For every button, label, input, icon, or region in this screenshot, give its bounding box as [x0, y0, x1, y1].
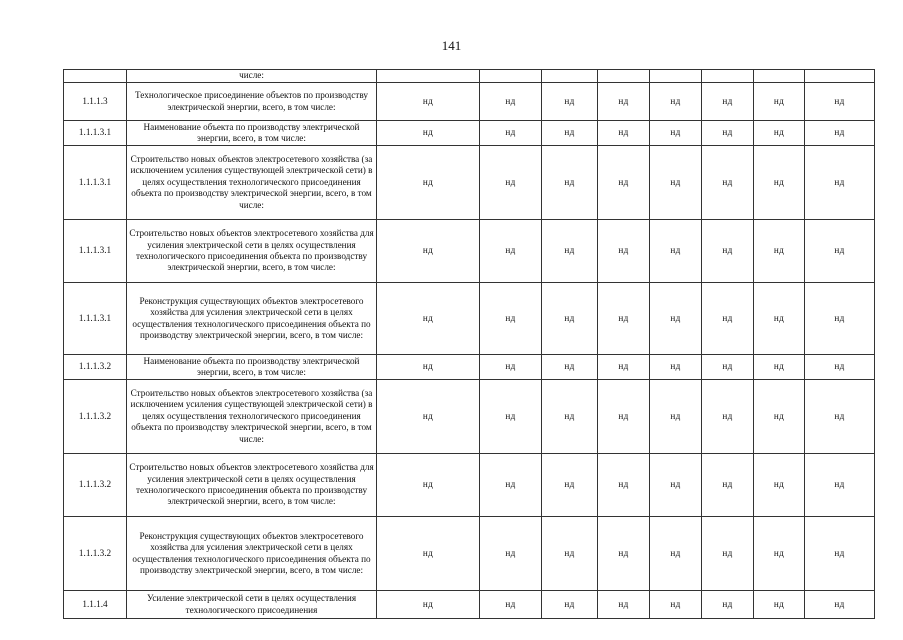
value-cell: нд	[542, 146, 598, 220]
value-cell: нд	[598, 517, 650, 591]
name-cell: Строительство новых объектов электросетевого хозяйства (за исключением усиления существующей электрической сети) в целях осуществления технологического присоединения объекта по производству электрической энергии, всего, в том числе:	[127, 380, 377, 454]
value-cell	[805, 70, 875, 83]
value-cell: нд	[805, 355, 875, 380]
code-cell: 1.1.1.3.1	[64, 121, 127, 146]
value-cell: нд	[480, 220, 542, 283]
value-cell: нд	[650, 121, 702, 146]
value-cell: нд	[650, 146, 702, 220]
value-cell: нд	[377, 454, 480, 517]
value-cell	[702, 70, 754, 83]
table-row-fragment	[64, 70, 875, 83]
table-row	[64, 355, 875, 380]
value-cell: нд	[702, 146, 754, 220]
value-cell: нд	[377, 283, 480, 355]
value-cell: нд	[754, 380, 805, 454]
value-cell: нд	[480, 355, 542, 380]
value-cell: нд	[598, 220, 650, 283]
value-cell: нд	[805, 380, 875, 454]
value-cell: нд	[702, 283, 754, 355]
value-cell: нд	[754, 283, 805, 355]
value-cell	[542, 70, 598, 83]
table-row	[64, 454, 875, 517]
value-cell: нд	[480, 146, 542, 220]
value-cell: нд	[702, 121, 754, 146]
data-table	[63, 69, 875, 619]
table-row	[64, 83, 875, 121]
value-cell: нд	[754, 591, 805, 619]
name-cell: Усиление электрической сети в целях осуществления технологического присоединения	[127, 591, 377, 619]
value-cell: нд	[542, 121, 598, 146]
code-cell: 1.1.1.3.1	[64, 220, 127, 283]
value-cell: нд	[542, 355, 598, 380]
code-cell: 1.1.1.3.1	[64, 146, 127, 220]
code-cell: 1.1.1.3.1	[64, 283, 127, 355]
value-cell: нд	[377, 220, 480, 283]
value-cell: нд	[650, 517, 702, 591]
value-cell: нд	[480, 591, 542, 619]
value-cell: нд	[480, 517, 542, 591]
value-cell: нд	[702, 517, 754, 591]
value-cell	[377, 70, 480, 83]
value-cell: нд	[480, 283, 542, 355]
value-cell: нд	[754, 146, 805, 220]
value-cell: нд	[480, 83, 542, 121]
value-cell: нд	[805, 146, 875, 220]
value-cell: нд	[542, 283, 598, 355]
value-cell: нд	[542, 220, 598, 283]
value-cell: нд	[650, 83, 702, 121]
table-row	[64, 283, 875, 355]
value-cell: нд	[702, 220, 754, 283]
value-cell: нд	[805, 591, 875, 619]
value-cell: нд	[377, 83, 480, 121]
value-cell: нд	[598, 283, 650, 355]
code-cell: 1.1.1.3.2	[64, 380, 127, 454]
value-cell: нд	[805, 83, 875, 121]
value-cell: нд	[480, 380, 542, 454]
code-cell: 1.1.1.3.2	[64, 454, 127, 517]
value-cell	[480, 70, 542, 83]
value-cell: нд	[754, 220, 805, 283]
value-cell: нд	[542, 517, 598, 591]
value-cell: нд	[598, 355, 650, 380]
value-cell: нд	[805, 454, 875, 517]
table-row	[64, 121, 875, 146]
value-cell: нд	[377, 146, 480, 220]
name-cell: Технологическое присоединение объектов по производству электрической энергии, всего, в том числе:	[127, 83, 377, 121]
value-cell: нд	[542, 380, 598, 454]
value-cell: нд	[754, 83, 805, 121]
value-cell: нд	[598, 83, 650, 121]
table-row	[64, 517, 875, 591]
value-cell: нд	[754, 121, 805, 146]
value-cell: нд	[377, 591, 480, 619]
value-cell: нд	[805, 517, 875, 591]
value-cell: нд	[702, 591, 754, 619]
value-cell: нд	[754, 454, 805, 517]
value-cell: нд	[542, 591, 598, 619]
value-cell: нд	[754, 517, 805, 591]
value-cell: нд	[650, 454, 702, 517]
name-cell: Строительство новых объектов электросетевого хозяйства для усиления электрической сети в целях осуществления технологического присоединения объекта по производству электрической энергии, всего, в том числе:	[127, 220, 377, 283]
value-cell: нд	[754, 355, 805, 380]
name-cell: Реконструкция существующих объектов электросетевого хозяйства для усиления электрической сети в целях осуществления технологического присоединения объекта по производству электрической энергии, всего, в том числе:	[127, 283, 377, 355]
value-cell: нд	[377, 517, 480, 591]
value-cell	[754, 70, 805, 83]
table-row	[64, 591, 875, 619]
value-cell: нд	[598, 146, 650, 220]
name-cell: Реконструкция существующих объектов электросетевого хозяйства для усиления электрической сети в целях осуществления технологического присоединения объекта по производству электрической энергии, всего, в том числе:	[127, 517, 377, 591]
name-cell: Наименование объекта по производству электрической энергии, всего, в том числе:	[127, 355, 377, 380]
value-cell: нд	[377, 380, 480, 454]
value-cell: нд	[377, 121, 480, 146]
value-cell: нд	[805, 220, 875, 283]
value-cell: нд	[702, 83, 754, 121]
value-cell: нд	[598, 121, 650, 146]
value-cell	[598, 70, 650, 83]
code-cell: 1.1.1.3.2	[64, 517, 127, 591]
value-cell: нд	[805, 121, 875, 146]
value-cell: нд	[598, 380, 650, 454]
value-cell	[650, 70, 702, 83]
page-number: 141	[441, 38, 462, 53]
code-cell: 1.1.1.3	[64, 83, 127, 121]
table-row	[64, 146, 875, 220]
value-cell: нд	[480, 454, 542, 517]
value-cell: нд	[805, 283, 875, 355]
value-cell: нд	[650, 220, 702, 283]
value-cell: нд	[480, 121, 542, 146]
value-cell: нд	[650, 380, 702, 454]
value-cell: нд	[542, 454, 598, 517]
code-cell: 1.1.1.4	[64, 591, 127, 619]
value-cell: нд	[702, 380, 754, 454]
value-cell: нд	[598, 454, 650, 517]
value-cell: нд	[702, 454, 754, 517]
value-cell: нд	[598, 591, 650, 619]
value-cell: нд	[650, 355, 702, 380]
value-cell: нд	[542, 83, 598, 121]
code-cell	[64, 70, 127, 83]
name-cell: числе:	[127, 70, 377, 83]
code-cell: 1.1.1.3.2	[64, 355, 127, 380]
table-row	[64, 380, 875, 454]
value-cell: нд	[650, 283, 702, 355]
value-cell: нд	[702, 355, 754, 380]
name-cell: Строительство новых объектов электросетевого хозяйства (за исключением усиления существующей электрической сети) в целях осуществления технологического присоединения объекта по производству электрической энергии, всего, в том числе:	[127, 146, 377, 220]
value-cell: нд	[377, 355, 480, 380]
name-cell: Строительство новых объектов электросетевого хозяйства для усиления электрической сети в целях осуществления технологического присоединения объекта по производству электрической энергии, всего, в том числе:	[127, 454, 377, 517]
name-cell: Наименование объекта по производству электрической энергии, всего, в том числе:	[127, 121, 377, 146]
value-cell: нд	[650, 591, 702, 619]
table-body	[64, 70, 875, 619]
table-row	[64, 220, 875, 283]
